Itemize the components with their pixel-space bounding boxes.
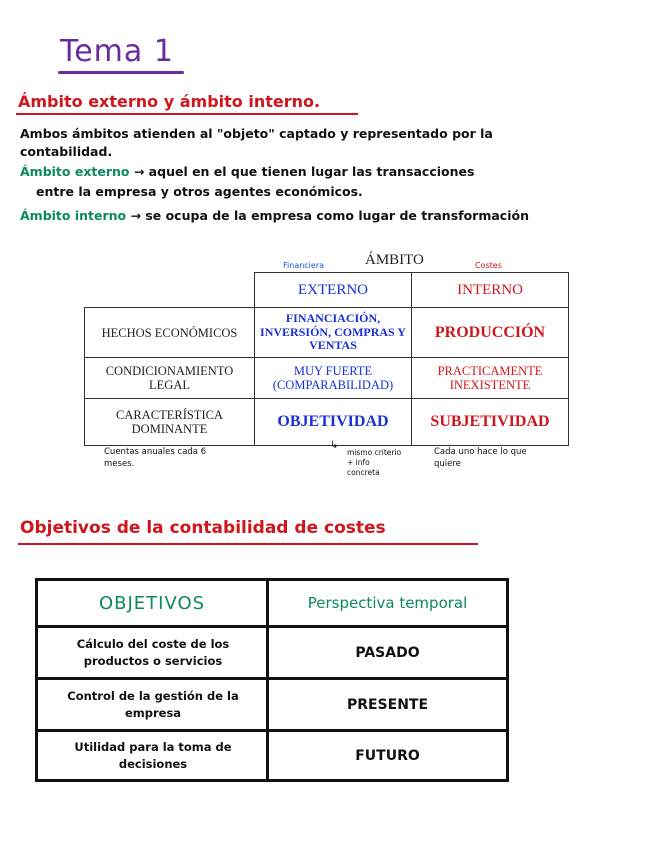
ambito-table (84, 252, 570, 446)
term-ambito-externo: Ámbito externo (20, 164, 130, 179)
page-title: Tema 1 (60, 34, 174, 69)
cell-externo: FINANCIACIÓN, INVERSIÓN, COMPRAS Y VENTAS (254, 307, 412, 358)
definition-text: → aquel en el que tienen lugar las transacciones (133, 164, 475, 179)
header-perspectiva: Perspectiva temporal (307, 594, 468, 612)
row-label: HECHOS ECONÓMICOS (84, 307, 255, 358)
definition-interno (20, 208, 529, 223)
note-cuentas-anuales: Cuentas anuales cada 6 meses. (104, 447, 207, 469)
arrow-icon: ↳ (330, 440, 339, 451)
section-heading-objetivos: Objetivos de la contabilidad de costes (20, 518, 386, 538)
header-objetivos: OBJETIVOS (98, 592, 206, 614)
row-label: CONDICIONAMIENTO LEGAL (84, 357, 255, 399)
header-externo: EXTERNO (254, 272, 412, 308)
objetivo-text: Control de la gestión de la empresa (67, 688, 239, 720)
definition-text: → se ocupa de la empresa como lugar de transformación (130, 208, 529, 223)
objetivo-text: Cálculo del coste de los productos o servicios (76, 636, 230, 668)
row-label: CARACTERÍSTICA DOMINANTE (84, 398, 255, 446)
objetivos-table (35, 578, 509, 782)
term-ambito-interno: Ámbito interno (20, 208, 127, 223)
table-title-ambito: ÁMBITO (365, 252, 424, 268)
perspectiva-text: PASADO (355, 644, 420, 661)
cell-externo: OBJETIVIDAD (254, 398, 412, 446)
cell-interno: SUBJETIVIDAD (411, 398, 569, 446)
section-heading-underline (16, 113, 358, 115)
section-heading-ambito: Ámbito externo y ámbito interno. (18, 92, 321, 111)
paragraph-line: Ambos ámbitos atienden al "objeto" captado y representado por la (20, 126, 493, 141)
cell-interno: PRODUCCIÓN (411, 307, 569, 358)
section-heading-underline (18, 543, 478, 545)
objetivo-text: Utilidad para la toma de decisiones (74, 739, 232, 771)
note-financiera: Financiera (283, 261, 325, 270)
title-underline (58, 71, 184, 74)
note-mismo-criterio: mismo criterio + info concreta (347, 448, 402, 477)
cell-interno: PRACTICAMENTE INEXISTENTE (411, 357, 569, 399)
note-cada-uno: Cada uno hace lo que quiere (434, 447, 527, 469)
note-costes: Costes (475, 261, 502, 270)
cell-externo: MUY FUERTE (COMPARABILIDAD) (254, 357, 412, 399)
header-interno: INTERNO (411, 272, 569, 308)
perspectiva-text: PRESENTE (346, 696, 429, 713)
paragraph-line: contabilidad. (20, 144, 113, 159)
definition-externo (20, 164, 474, 179)
perspectiva-text: FUTURO (355, 747, 420, 764)
paragraph-line: entre la empresa y otros agentes económicos. (36, 184, 363, 199)
